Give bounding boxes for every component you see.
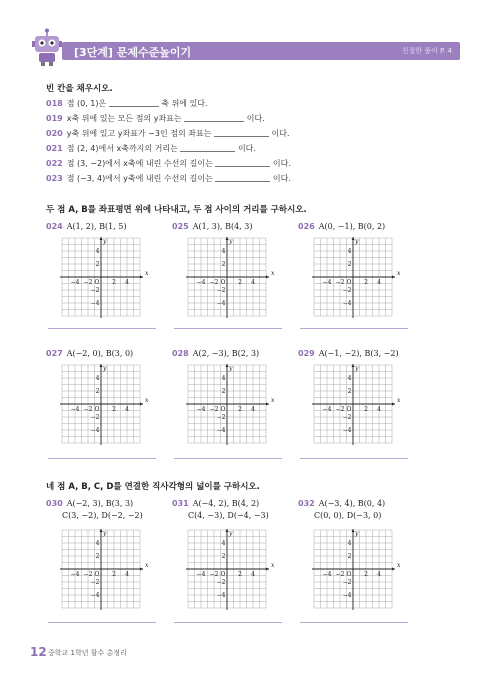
x-tick-label: 4 bbox=[125, 571, 129, 578]
problem-points: A(−1, −2), B(3, −2) bbox=[318, 349, 399, 358]
coordinate-plane[interactable] bbox=[308, 528, 401, 612]
y-tick-label: −4 bbox=[342, 592, 352, 599]
x-axis-arrow bbox=[392, 276, 395, 279]
x-tick-label: O bbox=[94, 406, 100, 413]
problem-label bbox=[172, 349, 302, 358]
item-text: 점 (−3, 4)에서 y축에 내린 수선의 길이는 bbox=[66, 174, 216, 183]
x-axis-name: x bbox=[271, 562, 275, 569]
y-tick-label: 4 bbox=[95, 248, 100, 255]
y-tick-label: −4 bbox=[216, 592, 226, 599]
x-tick-label: −2 bbox=[335, 406, 345, 413]
y-tick-label: 4 bbox=[95, 375, 100, 382]
y-axis-name: y bbox=[355, 238, 359, 245]
y-tick-label: −4 bbox=[216, 427, 226, 434]
y-tick-label: 2 bbox=[347, 388, 352, 395]
x-tick-label: O bbox=[94, 571, 100, 578]
x-tick-label: −2 bbox=[335, 279, 345, 286]
problem-points-line2: C(3, −2), D(−2, −2) bbox=[62, 511, 143, 520]
problem bbox=[172, 349, 302, 358]
answer-line[interactable] bbox=[48, 458, 156, 459]
x-axis-name: x bbox=[271, 270, 275, 277]
fill-in-item bbox=[46, 158, 291, 169]
x-tick-label: O bbox=[220, 279, 226, 286]
problem-label bbox=[172, 499, 302, 508]
section1-heading: 빈 칸을 채우시오. bbox=[46, 84, 113, 94]
y-tick-label: −2 bbox=[216, 579, 226, 586]
problem-points: A(0, −1), B(0, 2) bbox=[318, 222, 386, 231]
answer-blank[interactable] bbox=[215, 173, 270, 182]
x-tick-label: 4 bbox=[377, 279, 381, 286]
x-axis-name: x bbox=[145, 270, 149, 277]
y-axis-name: y bbox=[229, 365, 233, 372]
problem-number: 024 bbox=[46, 222, 63, 231]
problem bbox=[298, 499, 428, 520]
answer-line[interactable] bbox=[300, 328, 408, 329]
coordinate-plane[interactable] bbox=[56, 236, 149, 320]
y-tick-label: −4 bbox=[342, 300, 352, 307]
item-text-suffix: 축 위에 있다. bbox=[158, 99, 208, 108]
x-tick-label: 4 bbox=[377, 406, 381, 413]
problem bbox=[46, 222, 176, 231]
coordinate-plane[interactable] bbox=[182, 528, 275, 612]
x-tick-label: O bbox=[346, 279, 352, 286]
y-tick-label: −4 bbox=[90, 300, 100, 307]
problem-points: A(1, 2), B(1, 5) bbox=[66, 222, 127, 231]
problem-points: A(−2, 3), B(3, 3) bbox=[66, 499, 134, 508]
x-tick-label: 2 bbox=[364, 279, 368, 286]
y-tick-label: −2 bbox=[342, 414, 352, 421]
problem-points-line2: C(4, −3), D(−4, −3) bbox=[188, 511, 269, 520]
header-banner bbox=[62, 42, 460, 60]
x-tick-label: −4 bbox=[70, 571, 80, 578]
x-tick-label: −4 bbox=[322, 571, 332, 578]
y-tick-label: 2 bbox=[95, 261, 100, 268]
y-tick-label: −2 bbox=[216, 414, 226, 421]
x-tick-label: O bbox=[220, 406, 226, 413]
item-text-suffix: 이다. bbox=[270, 159, 291, 168]
item-text: x축 위에 있는 모든 점의 y좌표는 bbox=[66, 114, 185, 123]
y-tick-label: 2 bbox=[95, 388, 100, 395]
x-axis-name: x bbox=[397, 397, 401, 404]
item-text: y축 위에 있고 y좌표가 −3인 점의 좌표는 bbox=[66, 129, 214, 138]
y-tick-label: −2 bbox=[90, 579, 100, 586]
y-tick-label: −2 bbox=[216, 287, 226, 294]
x-tick-label: −2 bbox=[83, 279, 93, 286]
x-axis-arrow bbox=[266, 276, 269, 279]
page-number: 12 bbox=[30, 645, 47, 659]
y-tick-label: 4 bbox=[347, 540, 352, 547]
y-tick-label: 2 bbox=[221, 261, 226, 268]
coordinate-plane[interactable] bbox=[308, 236, 401, 320]
coordinate-plane[interactable] bbox=[308, 363, 401, 447]
problem bbox=[172, 222, 302, 231]
x-tick-label: 2 bbox=[112, 571, 116, 578]
item-text: 점 (3, −2)에서 x축에 내린 수선의 길이는 bbox=[66, 159, 216, 168]
item-number: 021 bbox=[46, 144, 63, 153]
x-tick-label: 4 bbox=[125, 279, 129, 286]
problem bbox=[298, 349, 428, 358]
coordinate-plane[interactable] bbox=[56, 528, 149, 612]
answer-line[interactable] bbox=[174, 328, 282, 329]
answer-blank[interactable] bbox=[214, 128, 269, 137]
x-tick-label: 2 bbox=[364, 406, 368, 413]
item-text-suffix: 이다. bbox=[270, 174, 291, 183]
x-tick-label: 2 bbox=[112, 279, 116, 286]
problem-label bbox=[46, 499, 176, 508]
problem-points: A(1, 3), B(4, 3) bbox=[192, 222, 253, 231]
x-tick-label: −2 bbox=[83, 571, 93, 578]
x-tick-label: −4 bbox=[322, 406, 332, 413]
x-tick-label: O bbox=[346, 406, 352, 413]
y-tick-label: −4 bbox=[216, 300, 226, 307]
y-tick-label: 2 bbox=[347, 553, 352, 560]
problem-number: 032 bbox=[298, 499, 315, 508]
x-tick-label: 2 bbox=[238, 406, 242, 413]
x-tick-label: −2 bbox=[209, 279, 219, 286]
y-tick-label: 4 bbox=[347, 248, 352, 255]
answer-line[interactable] bbox=[48, 622, 156, 623]
answer-line[interactable] bbox=[174, 622, 282, 623]
x-tick-label: 2 bbox=[238, 571, 242, 578]
problem-label bbox=[298, 222, 428, 231]
x-tick-label: 4 bbox=[251, 571, 255, 578]
problem-label bbox=[46, 222, 176, 231]
coordinate-plane[interactable] bbox=[182, 363, 275, 447]
y-tick-label: −4 bbox=[90, 592, 100, 599]
fill-in-item bbox=[46, 173, 291, 184]
x-tick-label: 4 bbox=[377, 571, 381, 578]
problem-points: A(−2, 0), B(3, 0) bbox=[66, 349, 134, 358]
y-tick-label: −2 bbox=[90, 287, 100, 294]
x-tick-label: 4 bbox=[125, 406, 129, 413]
y-tick-label: 4 bbox=[347, 375, 352, 382]
robot-mascot-icon bbox=[30, 28, 64, 66]
x-axis-name: x bbox=[145, 562, 149, 569]
x-axis-arrow bbox=[140, 568, 143, 571]
x-tick-label: −4 bbox=[70, 279, 80, 286]
y-tick-label: −2 bbox=[342, 579, 352, 586]
y-axis-name: y bbox=[229, 238, 233, 245]
coordinate-plane[interactable] bbox=[56, 363, 149, 447]
problem-label bbox=[46, 349, 176, 358]
x-axis-name: x bbox=[397, 562, 401, 569]
x-tick-label: 2 bbox=[112, 406, 116, 413]
x-tick-label: 4 bbox=[251, 406, 255, 413]
answer-blank[interactable] bbox=[180, 143, 235, 152]
x-tick-label: O bbox=[94, 279, 100, 286]
x-tick-label: −4 bbox=[196, 406, 206, 413]
y-tick-label: 2 bbox=[221, 388, 226, 395]
x-tick-label: −4 bbox=[196, 571, 206, 578]
x-tick-label: 4 bbox=[251, 279, 255, 286]
problem-points: A(−4, 2), B(4, 2) bbox=[192, 499, 260, 508]
x-tick-label: −2 bbox=[209, 406, 219, 413]
problem bbox=[46, 499, 176, 520]
answer-line[interactable] bbox=[174, 458, 282, 459]
y-tick-label: −4 bbox=[90, 427, 100, 434]
problem-number: 029 bbox=[298, 349, 315, 358]
item-number: 020 bbox=[46, 129, 63, 138]
x-axis-arrow bbox=[140, 276, 143, 279]
item-number: 018 bbox=[46, 99, 63, 108]
problem bbox=[46, 349, 176, 358]
problem bbox=[298, 222, 428, 231]
fill-in-item bbox=[46, 113, 265, 124]
fill-in-item bbox=[46, 98, 208, 109]
problem-points: A(−3, 4), B(0, 4) bbox=[318, 499, 386, 508]
item-number: 019 bbox=[46, 114, 63, 123]
y-tick-label: 4 bbox=[95, 540, 100, 547]
x-axis-arrow bbox=[266, 403, 269, 406]
answer-line[interactable] bbox=[48, 328, 156, 329]
item-number: 022 bbox=[46, 159, 63, 168]
item-text: 점 (2, 4)에서 x축까지의 거리는 bbox=[66, 144, 181, 153]
coordinate-plane[interactable] bbox=[182, 236, 275, 320]
problem-number: 031 bbox=[172, 499, 189, 508]
problem-number: 030 bbox=[46, 499, 63, 508]
y-tick-label: 2 bbox=[347, 261, 352, 268]
x-axis-name: x bbox=[145, 397, 149, 404]
x-tick-label: −2 bbox=[83, 406, 93, 413]
answer-line[interactable] bbox=[300, 622, 408, 623]
answer-blank[interactable] bbox=[184, 113, 244, 122]
x-axis-name: x bbox=[397, 270, 401, 277]
x-tick-label: −2 bbox=[209, 571, 219, 578]
x-axis-name: x bbox=[271, 397, 275, 404]
footer-text: 중학교 1학년 함수 총정리 bbox=[48, 649, 127, 657]
problem-number: 028 bbox=[172, 349, 189, 358]
problem-label bbox=[172, 222, 302, 231]
y-axis-name: y bbox=[103, 530, 107, 537]
y-axis-name: y bbox=[229, 530, 233, 537]
y-tick-label: −2 bbox=[90, 414, 100, 421]
item-text-suffix: 이다. bbox=[244, 114, 265, 123]
section3-heading: 네 점 A, B, C, D를 연결한 직사각형의 넓이를 구하시오. bbox=[46, 482, 260, 492]
section2-heading: 두 점 A, B를 좌표평면 위에 나타내고, 두 점 사이의 거리를 구하시오. bbox=[46, 205, 307, 215]
x-axis-arrow bbox=[266, 568, 269, 571]
x-tick-label: 2 bbox=[364, 571, 368, 578]
y-tick-label: 2 bbox=[95, 553, 100, 560]
x-tick-label: −4 bbox=[322, 279, 332, 286]
problem-points: A(2, −3), B(2, 3) bbox=[192, 349, 260, 358]
y-tick-label: −4 bbox=[342, 427, 352, 434]
y-tick-label: −2 bbox=[342, 287, 352, 294]
x-tick-label: −2 bbox=[335, 571, 345, 578]
answer-blank[interactable] bbox=[109, 98, 159, 107]
problem-points-line2: C(0, 0), D(−3, 0) bbox=[314, 511, 382, 520]
x-axis-arrow bbox=[392, 403, 395, 406]
item-number: 023 bbox=[46, 174, 63, 183]
answer-blank[interactable] bbox=[215, 158, 270, 167]
problem bbox=[172, 499, 302, 520]
fill-in-item bbox=[46, 143, 256, 154]
problem-number: 025 bbox=[172, 222, 189, 231]
x-tick-label: −4 bbox=[196, 279, 206, 286]
x-tick-label: O bbox=[346, 571, 352, 578]
item-text-suffix: 이다. bbox=[268, 129, 290, 138]
problem-label bbox=[298, 499, 428, 508]
fill-in-item bbox=[46, 128, 290, 139]
x-axis-arrow bbox=[392, 568, 395, 571]
y-tick-label: 4 bbox=[221, 248, 226, 255]
page-title: [3단계] 문제수준높이기 bbox=[74, 46, 192, 59]
answer-line[interactable] bbox=[300, 458, 408, 459]
problem-number: 027 bbox=[46, 349, 63, 358]
y-axis-name: y bbox=[103, 238, 107, 245]
item-text: 점 (0, 1)은 bbox=[66, 99, 109, 108]
x-tick-label: 2 bbox=[238, 279, 242, 286]
problem-number: 026 bbox=[298, 222, 315, 231]
x-tick-label: −4 bbox=[70, 406, 80, 413]
y-axis-name: y bbox=[355, 530, 359, 537]
y-axis-name: y bbox=[103, 365, 107, 372]
item-text-suffix: 이다. bbox=[235, 144, 256, 153]
x-tick-label: O bbox=[220, 571, 226, 578]
y-axis-name: y bbox=[355, 365, 359, 372]
problem-label bbox=[298, 349, 428, 358]
y-tick-label: 4 bbox=[221, 375, 226, 382]
x-axis-arrow bbox=[140, 403, 143, 406]
solution-reference: 친절한 풀이 P. 4 bbox=[401, 47, 452, 55]
y-tick-label: 2 bbox=[221, 553, 226, 560]
y-tick-label: 4 bbox=[221, 540, 226, 547]
